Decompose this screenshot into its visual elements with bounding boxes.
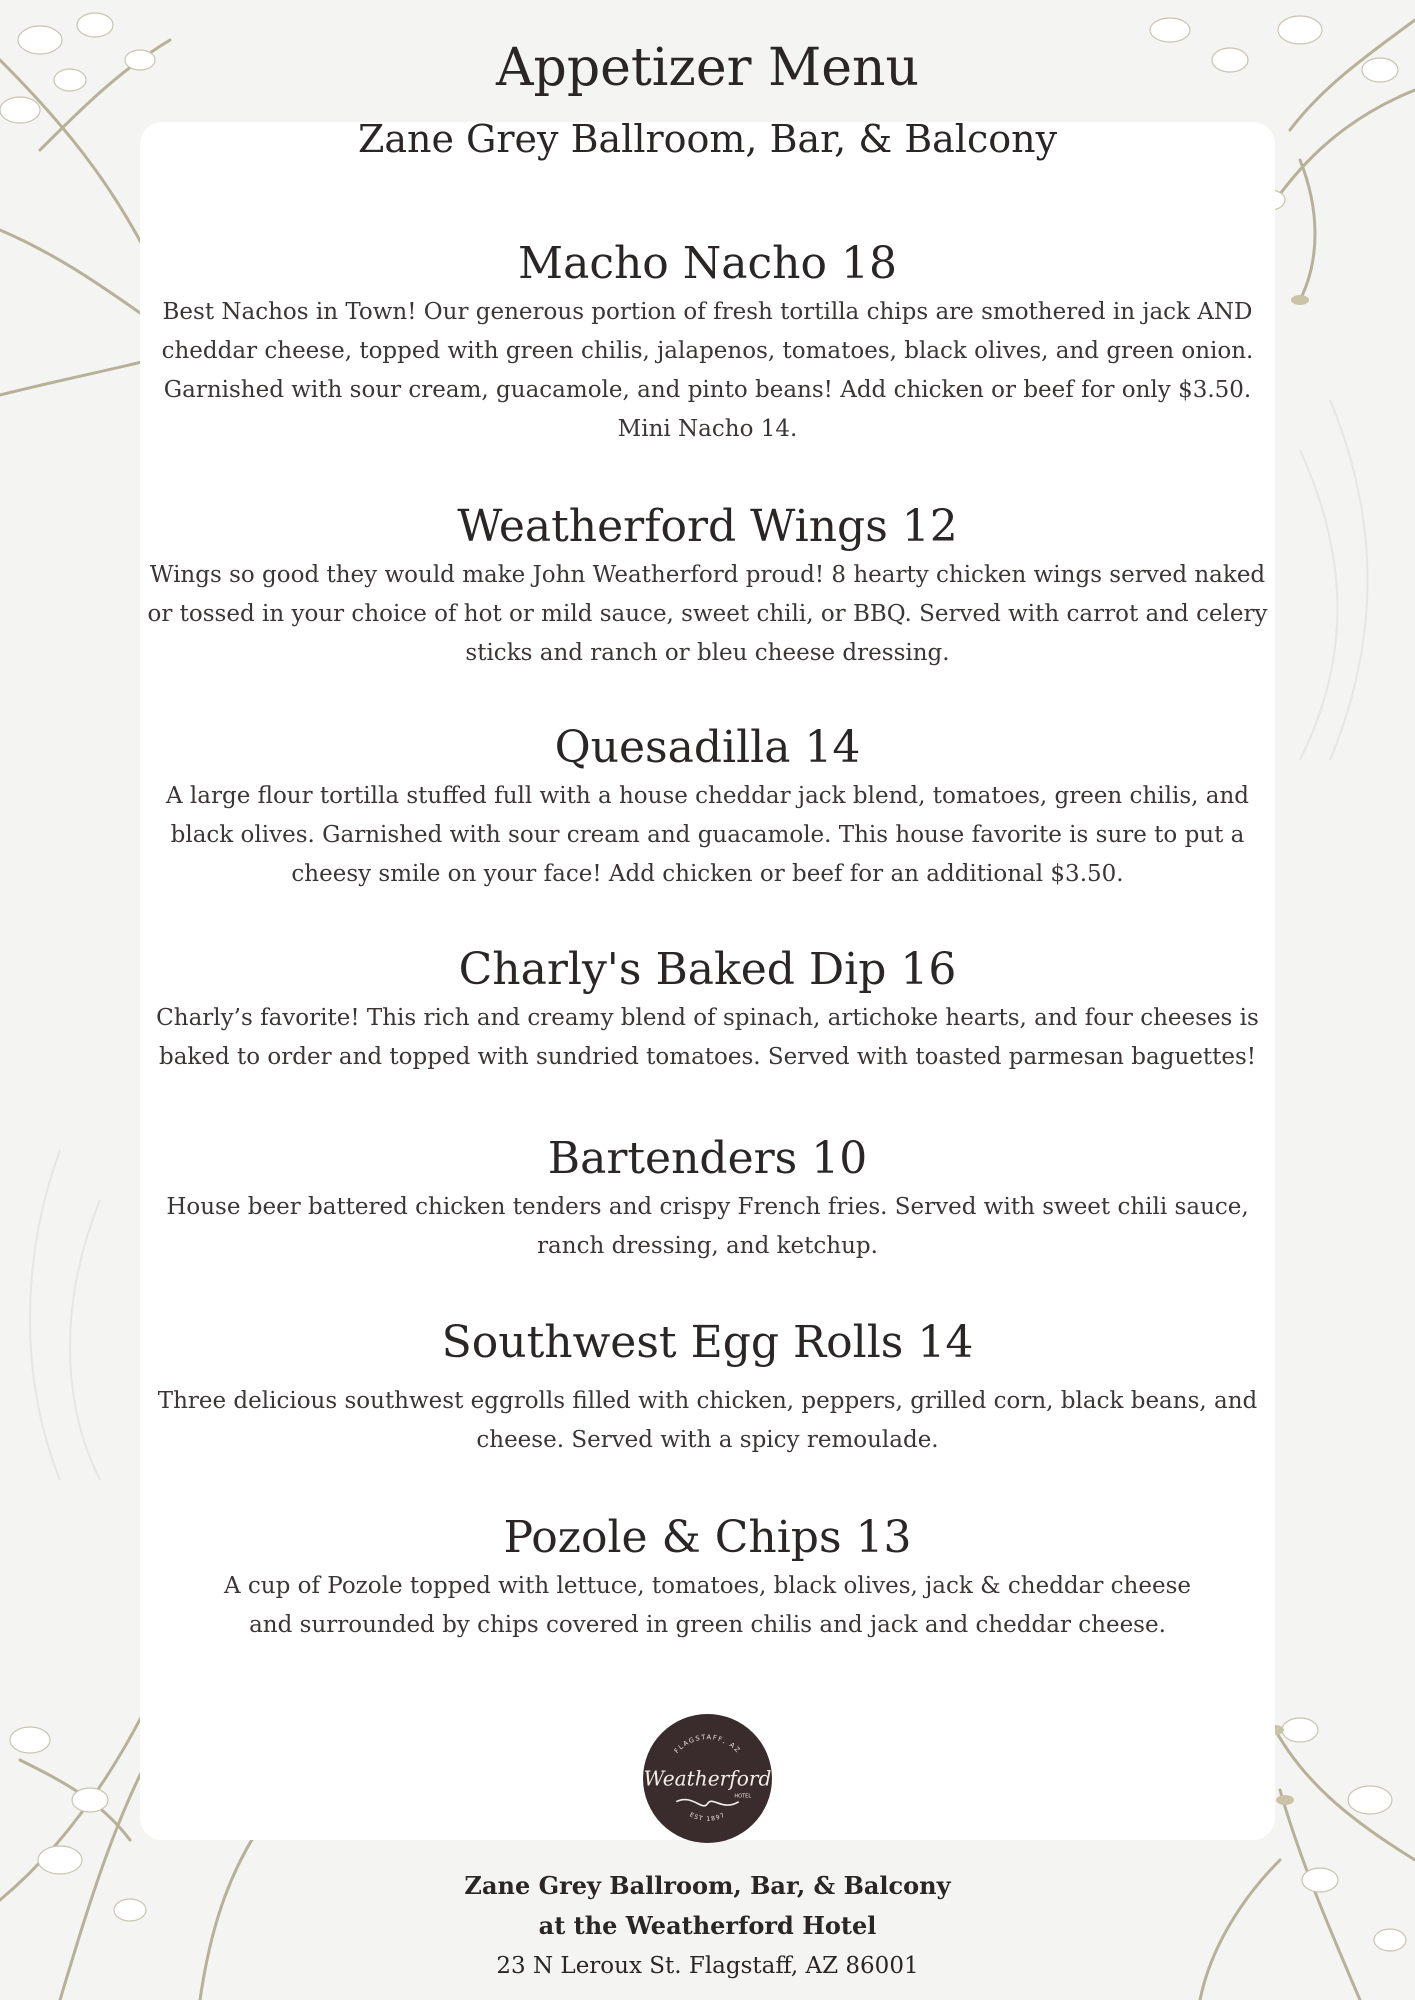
footer-venue: Zane Grey Ballroom, Bar, & Balcony [464,1871,951,1900]
menu-item-description: Wings so good they would make John Weatherford proud! 8 hearty chicken wings served naked or tossed in your choice of hot or mild sauce, sweet chili, or BBQ. Served with carrot and celery sticks and ranch or bleu cheese dressing. [147,562,1268,666]
footer-address: 23 N Leroux St. Flagstaff, AZ 86001 [496,1953,919,1979]
menu-item [140,1314,1275,1460]
menu-item [140,498,1275,673]
logo-side-text: HOTEL [734,1793,752,1800]
menu-item [140,1509,1275,1645]
menu-item-name: Quesadilla 14 [554,722,861,773]
menu-item-name: Southwest Egg Rolls 14 [441,1317,974,1368]
menu-item-name: Pozole & Chips 13 [503,1512,912,1563]
menu-item-name: Bartenders 10 [547,1133,868,1184]
logo-top-text: FLAGSTAFF, AZ [672,1733,743,1755]
menu-item-description: A cup of Pozole topped with lettuce, tomatoes, black olives, jack & cheddar cheese and surrounded by chips covered in green chilis and jack and cheddar cheese. [223,1573,1192,1638]
menu-item-description: House beer battered chicken tenders and crispy French fries. Served with sweet chili sauce, ranch dressing, and ketchup. [166,1194,1249,1259]
menu-item-name: Charly's Baked Dip 16 [458,944,957,995]
menu-item-description: Best Nachos in Town! Our generous portion of fresh tortilla chips are smothered in jack AND cheddar cheese, topped with green chilis, jalapenos, tomatoes, black olives, and green onion. Garnished with sour cream, guacamole, and pinto beans! Add chicken or beef for only $3.50. Mini Nacho 14. [161,299,1254,442]
menu-item-description: Charly’s favorite! This rich and creamy blend of spinach, artichoke hearts, and four cheeses is baked to order and topped with sundried tomatoes. Served with toasted parmesan baguettes! [156,1005,1259,1070]
menu-item-name: Macho Nacho 18 [518,238,897,289]
menu-item-name: Weatherford Wings 12 [457,501,958,552]
menu-item [140,941,1275,1077]
footer [0,1866,1415,1986]
page-title: Appetizer Menu [496,38,919,98]
footer-hotel: at the Weatherford Hotel [538,1911,877,1940]
menu-item-description: A large flour tortilla stuffed full with a house cheddar jack blend, tomatoes, green chilis, and black olives. Garnished with sour cream and guacamole. This house favorite is sure to put a cheesy smile on your face! Add chicken or beef for an additional $3.50. [165,783,1249,887]
weatherford-hotel-logo [642,1713,773,1844]
menu-item-description: Three delicious southwest eggrolls filled with chicken, peppers, grilled corn, black beans, and cheese. Served with a spicy remoulade. [157,1388,1258,1453]
page-subtitle: Zane Grey Ballroom, Bar, & Balcony [357,117,1058,161]
menu-item [140,1130,1275,1266]
logo-script-text: Weatherford [643,1766,772,1791]
menu-item [140,719,1275,894]
logo-bottom-text: EST 1897 [688,1811,727,1823]
menu-item [140,235,1275,449]
